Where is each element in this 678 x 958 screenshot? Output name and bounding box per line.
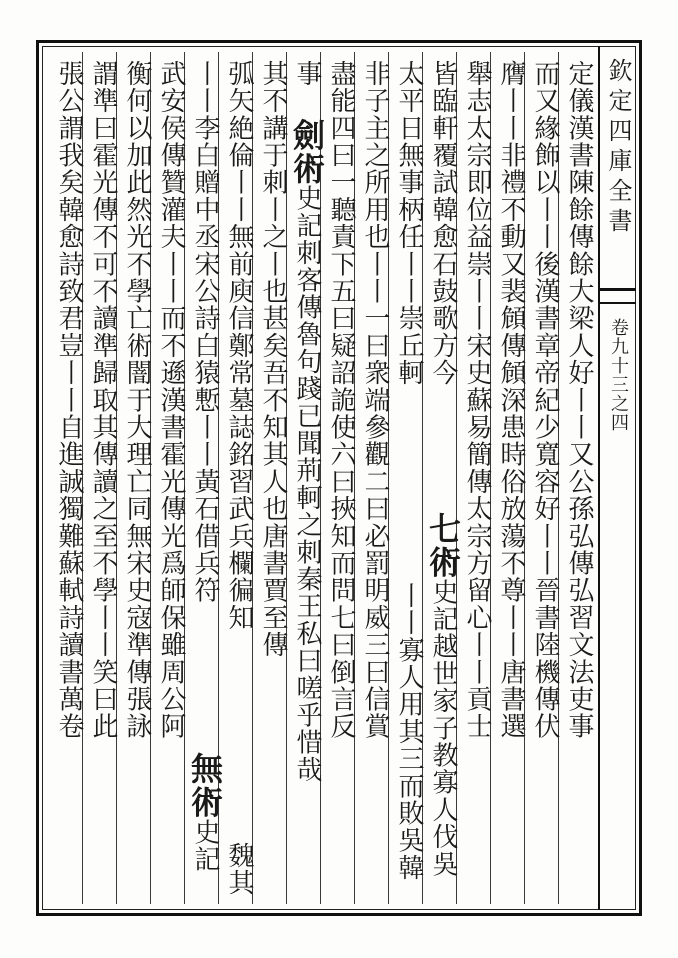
text-column xyxy=(290,60,324,900)
column-text: 丨丨李白贈中丞宋公詩白猿慙丨丨黃石借兵符 xyxy=(190,60,220,604)
text-column: 武安侯傳贊灌夫丨丨而不遜漢書霍光傳光爲師保雖周公阿 xyxy=(156,60,186,740)
text-column: 非子主之所用也丨丨一曰衆端參觀二曰必罰明威三曰信賞 xyxy=(360,60,390,740)
headword-qishu-note-column xyxy=(392,582,426,892)
text-columns xyxy=(48,52,596,904)
headword-wushu-note-column xyxy=(222,842,256,897)
fishtail-mark xyxy=(600,288,636,304)
text-column: 衡何以加此然光不學亡術闇于大理亡同無宋史寇準傳張詠 xyxy=(122,60,152,740)
volume-label: 卷九十三之四 xyxy=(608,318,629,432)
text-column: 而又緣飾以丨丨後漢書章帝紀少寬容好丨丨晉書陸機傳伏 xyxy=(530,60,560,740)
text-column: 膺丨丨非禮不動又裴頠傳頠深患時俗放蕩不尊丨丨唐書選 xyxy=(496,60,526,740)
headword-wushu: 無術 xyxy=(186,752,224,819)
headword-jianshu-source: 史記刺客傳魯句踐已聞荊軻之刺秦王私曰嗟乎惜哉 xyxy=(292,184,322,784)
text-column: 舉志太宗即位益崇丨丨宋史蘇易簡傳太宗方留心丨丨貢士 xyxy=(462,60,492,740)
headword-wushu-note: 魏其 xyxy=(224,842,254,897)
column-text: 太平日無事柄任丨丨崇丘軻 xyxy=(394,60,424,387)
text-column: 張公謂我矣韓愈詩致君豈丨丨自進誠獨難蘇軾詩讀書萬卷 xyxy=(54,60,84,740)
column-text: 事 xyxy=(292,60,322,88)
text-column: 定儀漢書陳餘傳餘大梁人好丨丨又公孫弘傳弘習文法吏事 xyxy=(564,60,594,740)
headword-qishu-source: 史記越世家子教寡人伐吳 xyxy=(428,578,458,878)
book-title: 欽定四庫全書 xyxy=(604,58,632,238)
headword-wushu-column xyxy=(188,752,222,892)
headword-jianshu: 劍術 xyxy=(288,118,326,185)
headword-qishu-column xyxy=(426,512,460,892)
headword-qishu-note: 丨丨寡人用其三而敗吳韓 xyxy=(394,582,424,882)
text-column: 謂準曰霍光傳不可不讀準歸取其傳讀之至不學丨丨笑曰此 xyxy=(88,60,118,740)
text-column: 弧矢絶倫丨丨無前庾信鄭常墓誌銘習武兵欄徧知 xyxy=(224,60,254,632)
text-column: 其不講于刺丨之丨也甚矣吾不知其人也唐書賈至傳 xyxy=(258,60,288,659)
headword-wushu-source: 史記 xyxy=(190,818,220,873)
text-column: 盡能四曰一聽責下五曰疑詔詭使六曰挾知而問七曰倒言反 xyxy=(326,60,356,740)
column-text: 皆臨軒覆試韓愈石鼓歌方今 xyxy=(428,60,458,387)
headword-qishu: 七術 xyxy=(424,512,462,579)
